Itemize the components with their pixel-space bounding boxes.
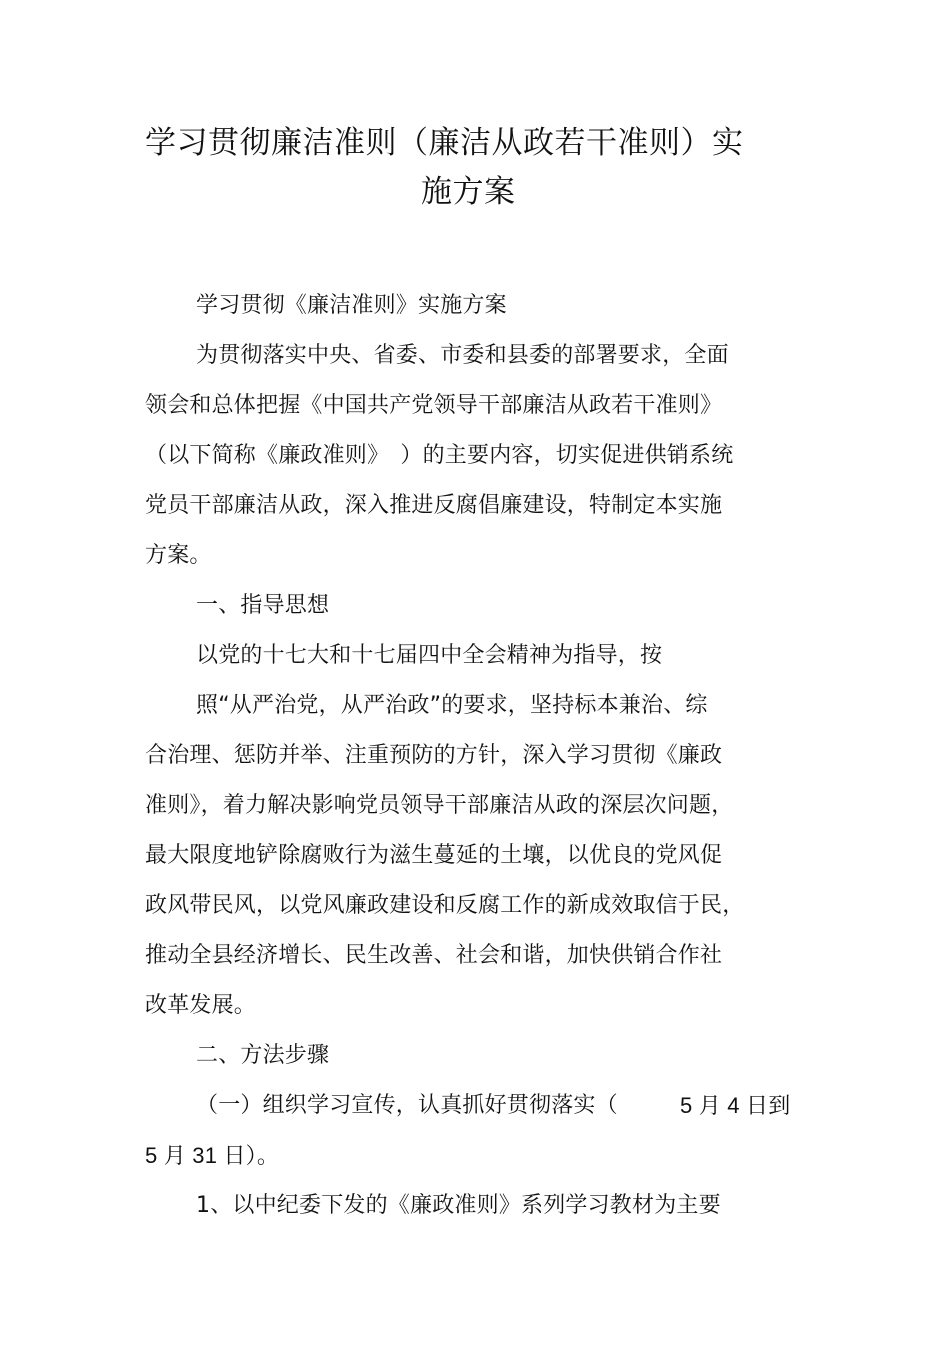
document-subtitle: 学习贯彻《廉洁准则》实施方案 (196, 293, 507, 318)
section-1-line-5: 最大限度地铲除腐败行为滋生蔓延的土壤，以优良的党风促 (145, 843, 723, 868)
section-2-sub-1-date-end: 5 月 31 日 (145, 1143, 246, 1168)
section-1-line-2: 照“从严治党，从严治政”的要求，坚持标本兼治、综 (196, 693, 708, 718)
intro-line-5: 方案。 (145, 543, 212, 568)
section-1-line-4: 准则》，着力解决影响党员领导干部廉洁从政的深层次问题， (145, 793, 734, 818)
section-1-line-3: 合治理、惩防并举、注重预防的方针，深入学习贯彻《廉政 (145, 743, 723, 768)
document-title-line-1: 学习贯彻廉洁准则（廉洁从政若干准则）实 (145, 125, 744, 161)
intro-line-2: 领会和总体把握《中国共产党领导干部廉洁从政若干准则》 (145, 393, 723, 418)
section-1-line-8: 改革发展。 (145, 993, 257, 1018)
section-2-item-1: 1、以中纪委下发的《廉政准则》系列学习教材为主要 (196, 1193, 721, 1218)
section-2-sub-1-text: （一）组织学习宣传，认真抓好贯彻落实（ (196, 1093, 618, 1118)
section-2-sub-1-date-line (145, 1141, 279, 1172)
section-1-heading: 一、指导思想 (196, 593, 330, 618)
section-2-sub-1-date-start: 5 月 4 日到 (680, 1093, 791, 1118)
intro-line-3: （以下简称《廉政准则》 ）的主要内容，切实促进供销系统 (145, 443, 734, 468)
document-title-line-2: 施方案 (421, 174, 516, 210)
intro-line-4: 党员干部廉洁从政，深入推进反腐倡廉建设，特制定本实施 (145, 493, 723, 518)
section-1-line-6: 政风带民风，以党风廉政建设和反腐工作的新成效取信于民， (145, 893, 745, 918)
section-2-heading: 二、方法步骤 (196, 1043, 330, 1068)
section-1-line-1: 以党的十七大和十七届四中全会精神为指导，按 (196, 643, 663, 668)
section-2-sub-1-end-text: ）。 (245, 1144, 280, 1169)
section-1-line-7: 推动全县经济增长、民生改善、社会和谐，加快供销合作社 (145, 943, 723, 968)
intro-line-1: 为贯彻落实中央、省委、市委和县委的部署要求，全面 (196, 343, 729, 368)
